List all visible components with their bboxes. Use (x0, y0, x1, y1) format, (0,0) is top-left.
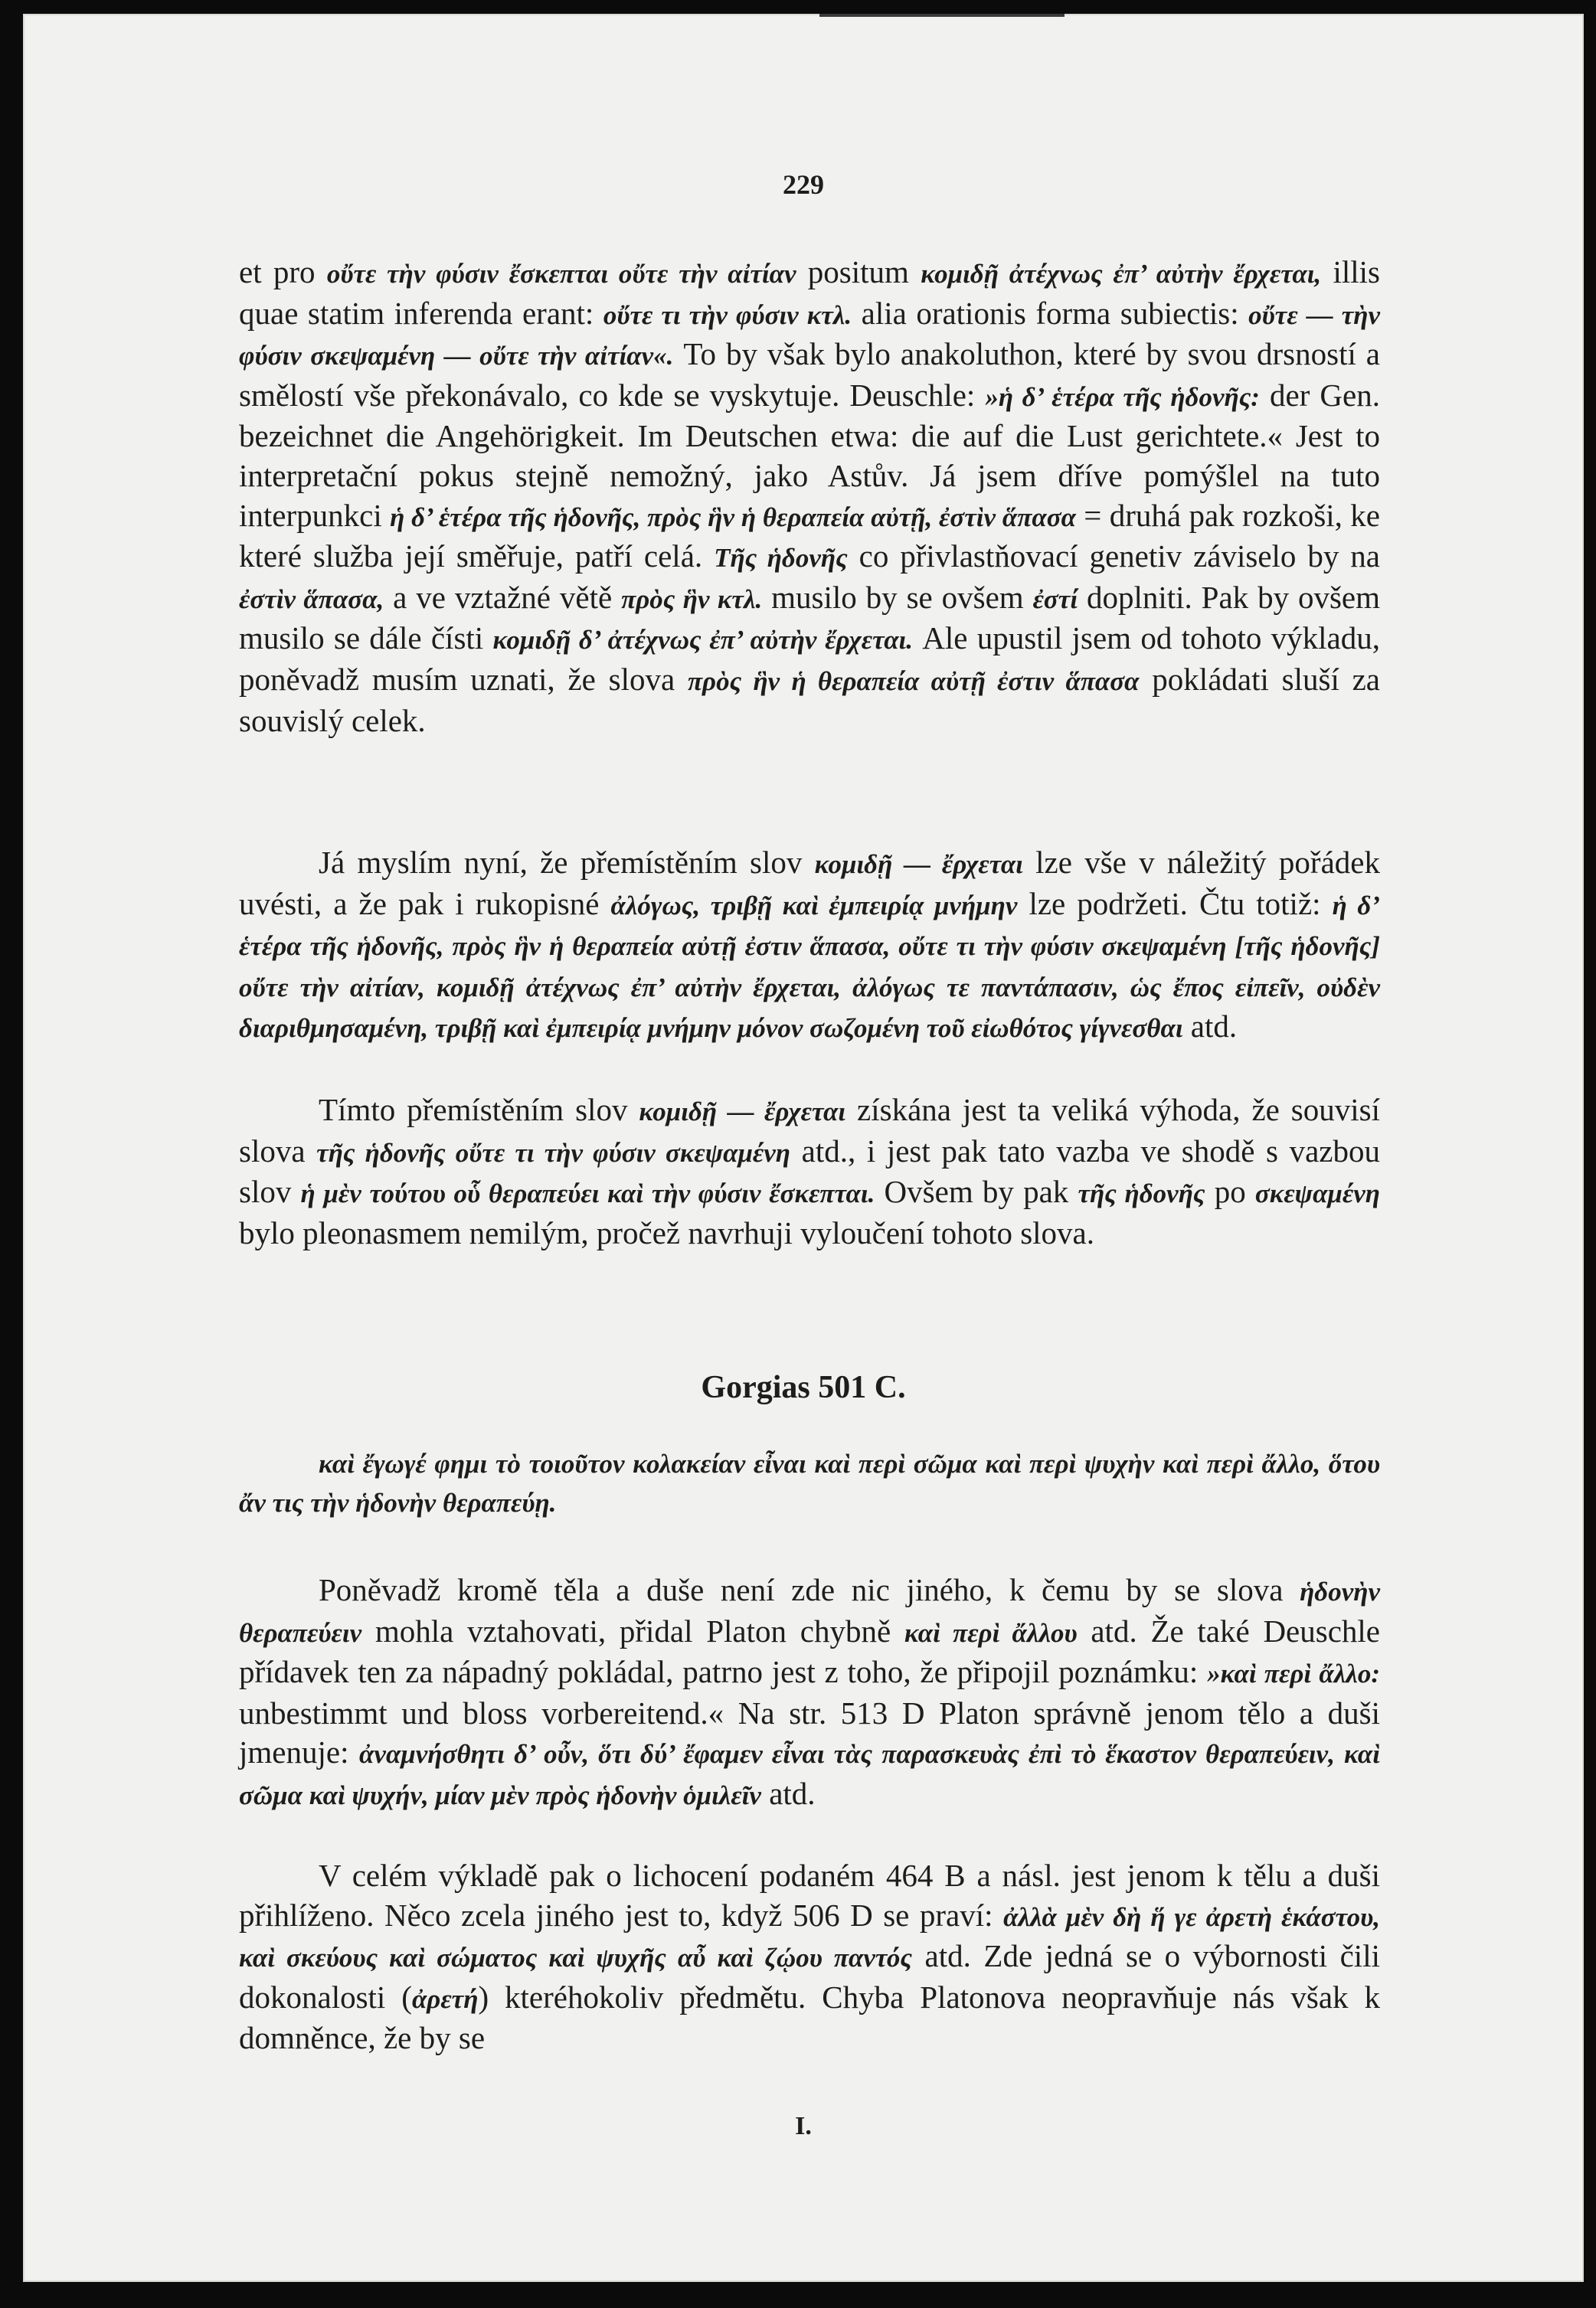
body-text: Já myslím nyní, že přemístěním slov (319, 845, 815, 880)
body-text: doplniti. Pak by ovšem musilo se dále čísti (239, 579, 1381, 656)
body-text: a ve vztažné větě (384, 579, 622, 615)
greek-citation: ἀναμνήσθητι δ’ οὖν, ὅτι δύ’ ἔφαμεν εἶναι τὰς παρασκευὰς ἐπὶ τὸ ἕκαστον θεραπεύειν, καὶ σῶμα καὶ ψυχήν, μίαν μὲν πρὸς ἡδονὴν ὁμιλεῖν (239, 1739, 1380, 1810)
body-text: musilo by se ovšem (762, 579, 1033, 615)
greek-citation: σκεψαμένη (1254, 1179, 1380, 1209)
greek-citation: οὔτε — τὴν φύσιν σκεψαμένη — οὔτε τὴν αἰτίαν«. (239, 299, 1380, 371)
body-text: co přivlastňovací genetiv záviselo by na (847, 538, 1380, 574)
body-text: ) kteréhokoliv předmětu. Chyba Platonova neopravňuje nás však k domněnce, že by se (239, 1979, 1380, 2056)
greek-citation: πρὸς ἣν ἡ θεραπεία αὐτῇ ἐστιν ἅπασα (687, 665, 1140, 696)
scanned-page (23, 14, 1584, 2282)
body-text: mohla vztahovati, přidal Platon chybně (361, 1613, 904, 1649)
body-text: positum (796, 254, 921, 289)
greek-citation: ἡ μὲν τούτου οὗ θεραπεύει καὶ τὴν φύσιν ἔσκεπται. (300, 1179, 875, 1209)
greek-citation: ἐστὶν ἅπασα, (239, 584, 384, 614)
body-text: atd. (760, 1775, 816, 1811)
scan-edge-mark (819, 14, 1065, 17)
body-text: Ale upustil jsem od tohoto výkladu, poněvadž musím uznati, že slova (239, 620, 1380, 697)
body-text: V celém výkladě pak o lichocení podaném 464 B a násl. jest jenom k tělu a duši přihlíženo. Něco zcela jiného jest to, když 506 D se praví: (239, 1858, 1380, 1933)
greek-citation: ἀρετή (411, 1983, 479, 2014)
greek-citation: τῆς ἡδονῆς οὔτε τι τὴν φύσιν σκεψαμένη (316, 1137, 791, 1168)
body-text: po (1205, 1174, 1255, 1210)
greek-citation: κομιδῇ δ’ ἀτέχνως ἐπ’ αὐτὴν ἔρχεται. (492, 625, 914, 655)
body-text: Tímto přemístěním slov (319, 1092, 639, 1127)
greek-citation: τῆς ἡδονῆς (1078, 1179, 1205, 1209)
greek-citation: »καὶ περὶ ἄλλο: (1207, 1659, 1380, 1689)
body-text: atd. Zde jedná se o výbornosti čili dokonalosti ( (239, 1938, 1380, 2015)
greek-citation: οὔτε τι τὴν φύσιν κτλ. (603, 299, 852, 330)
greek-citation: Τῆς ἡδονῆς (714, 543, 848, 574)
greek-citation: ἀλόγως, τριβῇ καὶ ἐμπειρίᾳ μνήμην (610, 890, 1018, 920)
greek-citation: καὶ περὶ ἄλλου (904, 1617, 1078, 1648)
body-text: To by však bylo anakoluthon, které by svou drsností a smělostí vše překonávalo, co kde se vyskytuje. Deuschle: (239, 336, 1381, 413)
greek-citation: ἡ δ’ ἑτέρα τῆς ἡδονῆς, πρὸς ἣν ἡ θεραπεία αὐτῇ, ἐστὶν ἅπασα (390, 502, 1076, 532)
greek-citation: »ἡ δ’ ἑτέρα τῆς ἡδονῆς: (985, 381, 1260, 412)
body-text: Ovšem by pak (875, 1174, 1078, 1210)
paragraph-2 (239, 843, 1380, 1048)
body-text: et pro (239, 254, 327, 289)
greek-citation: κομιδῇ — ἔρχεται (639, 1097, 846, 1126)
body-text: Poněvadž kromě těla a duše není zde nic jiného, k čemu by se slova (319, 1572, 1300, 1607)
body-text: der Gen. bezeichnet die Angehörigkeit. Im Deutschen etwa: die auf die Lust gerichtete.« Jest to interpretační pokus stejně nemožný, jako Astův. Já jsem dříve pomýšlel na tuto interpunkci (239, 377, 1380, 533)
greek-citation: ἡ δ’ ἑτέρα τῆς ἡδονῆς, πρὸς ἣν ἡ θεραπεία αὐτῇ ἐστιν ἅπασα, οὔτε τι τὴν φύσιν σκεψαμένη [τῆς ἡδονῆς] οὔτε τὴν αἰτίαν, κομιδῇ ἀτέχνως ἐπ’ αὐτὴν ἔρχεται, ἀλόγως τε παντάπασιν, ὡς ἔπος εἰπεῖν, οὐδὲν διαριθμησαμένη, τριβῇ καὶ ἐμπειρίᾳ μνήμην μόνον σωζομένη τοῦ εἰωθότος γίγνεσθαι (239, 890, 1380, 1044)
body-text: získána jest ta veliká výhoda, že souvisí slova (239, 1092, 1380, 1169)
body-text: lze podržeti. Čtu totiž: (1017, 885, 1333, 921)
greek-quotation: καὶ ἔγωγέ φημι τὸ τοιοῦτον κολακείαν εἶναι καὶ περὶ σῶμα καὶ περὶ ψυχὴν καὶ περὶ ἄλλο, ὅτου ἄν τις τὴν ἡδονὴν θεραπεύῃ. (239, 1449, 1380, 1518)
body-text: unbestimmt und bloss vorbereitend.« Na str. 513 D Platon správně jenom tělo a duši jmenuje: (239, 1695, 1380, 1770)
greek-citation: πρὸς ἣν κτλ. (621, 584, 763, 614)
paragraph-1 (239, 253, 1380, 740)
paragraph-5 (239, 1856, 1380, 2058)
greek-citation: κομιδῇ — ἔρχεται (814, 849, 1023, 879)
body-text: atd., i jest pak tato vazba ve shodě s vazbou slov (239, 1133, 1381, 1210)
body-text: alia orationis forma subiectis: (852, 295, 1249, 331)
paragraph-3 (239, 1090, 1380, 1253)
body-text: atd. Že také Deuschle přídavek ten za nápadný pokládal, patrno jest z toho, že připojil poznámku: (239, 1613, 1380, 1690)
body-text: pokládati sluší za souvislý celek. (239, 661, 1380, 738)
body-text: illis quae statim inferenda erant: (239, 254, 1380, 331)
greek-citation: ἐστί (1032, 584, 1078, 614)
greek-citation: ἀλλὰ μὲν δὴ ἥ γε ἀρετὴ ἑκάστου, καὶ σκεύους καὶ σώματος καὶ ψυχῆς αὖ καὶ ζῴου παντός (239, 1901, 1380, 1973)
section-heading: Gorgias 501 C. (701, 1370, 906, 1405)
body-text: = druhá pak rozkoši, ke které služba její směřuje, patří celá. (239, 497, 1380, 574)
greek-citation: ἡδονὴν θεραπεύειν (239, 1577, 1380, 1648)
body-text: lze vše v náležitý pořádek uvésti, a že pak i rukopisné (239, 845, 1380, 921)
greek-citation: οὔτε τὴν φύσιν ἔσκεπται οὔτε τὴν αἰτίαν (326, 259, 796, 289)
page-number: 229 (783, 169, 824, 200)
body-text: atd. (1182, 1009, 1238, 1044)
signature-mark: I. (795, 2112, 812, 2140)
greek-citation: κομιδῇ ἀτέχνως ἐπ’ αὐτὴν ἔρχεται, (921, 259, 1322, 289)
body-text: bylo pleonasmem nemilým, pročež navrhuji vyloučení tohoto slova. (239, 1214, 1095, 1250)
paragraph-4 (239, 1571, 1380, 1816)
